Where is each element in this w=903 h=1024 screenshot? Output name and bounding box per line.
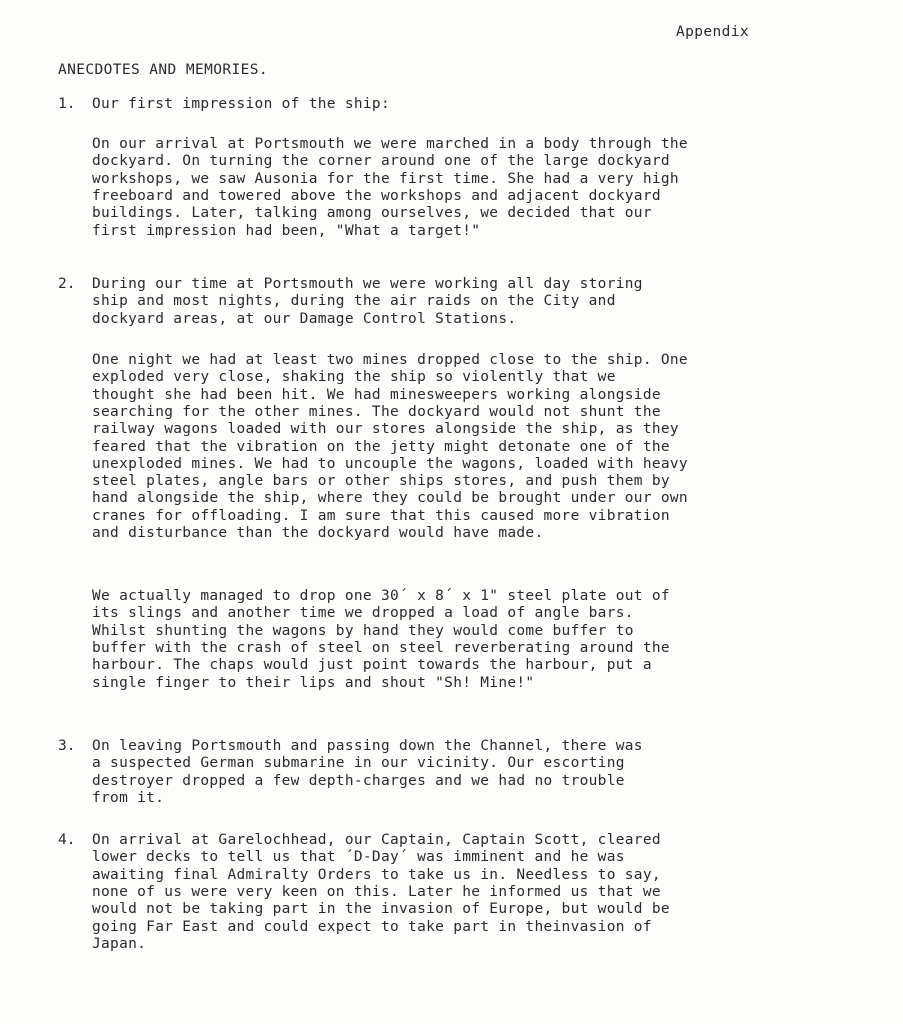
text-line: On leaving Portsmouth and passing down the Channel, there was — [92, 738, 643, 754]
appendix-label: Appendix — [676, 24, 750, 40]
text-line: cranes for offloading. I am sure that this caused more vibration — [92, 507, 670, 524]
text-line: freeboard and towered above the workshops and adjacent dockyard — [92, 187, 661, 204]
text-line: buffer with the crash of steel on steel reverberating around the — [92, 639, 670, 656]
text-line: awaiting final Admiralty Orders to take us in. Needless to say, — [92, 866, 661, 883]
text-line: feared that the vibration on the jetty might detonate one of the — [92, 438, 670, 455]
document-title: ANECDOTES AND MEMORIES. — [58, 62, 268, 78]
text-line: unexploded mines. We had to uncouple the wagons, loaded with heavy — [92, 455, 688, 472]
text-line: harbour. The chaps would just point towards the harbour, put a — [92, 657, 652, 674]
text-line: On arrival at Garelochhead, our Captain, Captain Scott, cleared — [92, 832, 661, 848]
text-line: and disturbance than the dockyard would have made. — [92, 525, 544, 541]
text-line: buildings. Later, talking among ourselves, we decided that our — [92, 205, 652, 222]
text-line: On our arrival at Portsmouth we were marched in a body through the — [92, 136, 688, 152]
section-number: 1. — [58, 96, 76, 112]
text-line: workshops, we saw Ausonia for the first time. She had a very high — [92, 170, 679, 187]
text-line: going Far East and could expect to take part in theinvasion of — [92, 918, 652, 935]
text-line: dockyard. On turning the corner around one of the large dockyard — [92, 153, 670, 170]
text-line: Japan. — [92, 935, 147, 952]
text-line: would not be taking part in the invasion of Europe, but would be — [92, 901, 670, 918]
text-line: hand alongside the ship, where they could be brought under our own — [92, 490, 688, 507]
text-line: its slings and another time we dropped a load of angle bars. — [92, 605, 634, 622]
text-line: none of us were very keen on this. Later he informed us that we — [92, 883, 661, 900]
section-number: 3. — [58, 738, 76, 754]
text-line: single finger to their lips and shout "Sh! Mine!" — [92, 674, 535, 691]
text-line: lower decks to tell us that ´D-Day´ was imminent and he was — [92, 849, 625, 866]
text-line: dockyard areas, at our Damage Control Stations. — [92, 310, 517, 327]
text-line: steel plates, angle bars or other ships stores, and push them by — [92, 473, 670, 490]
section-number: 4. — [58, 832, 76, 848]
text-line: railway wagons loaded with our stores alongside the ship, as they — [92, 421, 679, 438]
text-line: first impression had been, "What a target!" — [92, 222, 481, 239]
text-line: exploded very close, shaking the ship so violently that we — [92, 369, 616, 386]
section-heading: Our first impression of the ship: — [92, 96, 390, 112]
text-line: We actually managed to drop one 30´ x 8´ x 1" steel plate out of — [92, 588, 670, 604]
text-line: destroyer dropped a few depth-charges and we had no trouble — [92, 772, 625, 789]
text-line: During our time at Portsmouth we were working all day storing — [92, 276, 643, 292]
text-line: a suspected German submarine in our vicinity. Our escorting — [92, 755, 625, 772]
section-number: 2. — [58, 276, 76, 292]
text-line: from it. — [92, 789, 165, 806]
text-line: Whilst shunting the wagons by hand they would come buffer to — [92, 622, 634, 639]
text-line: searching for the other mines. The dockyard would not shunt the — [92, 403, 661, 420]
text-line: One night we had at least two mines dropped close to the ship. One — [92, 352, 688, 368]
text-line: thought she had been hit. We had minesweepers working alongside — [92, 386, 661, 403]
text-line: ship and most nights, during the air raids on the City and — [92, 293, 616, 310]
